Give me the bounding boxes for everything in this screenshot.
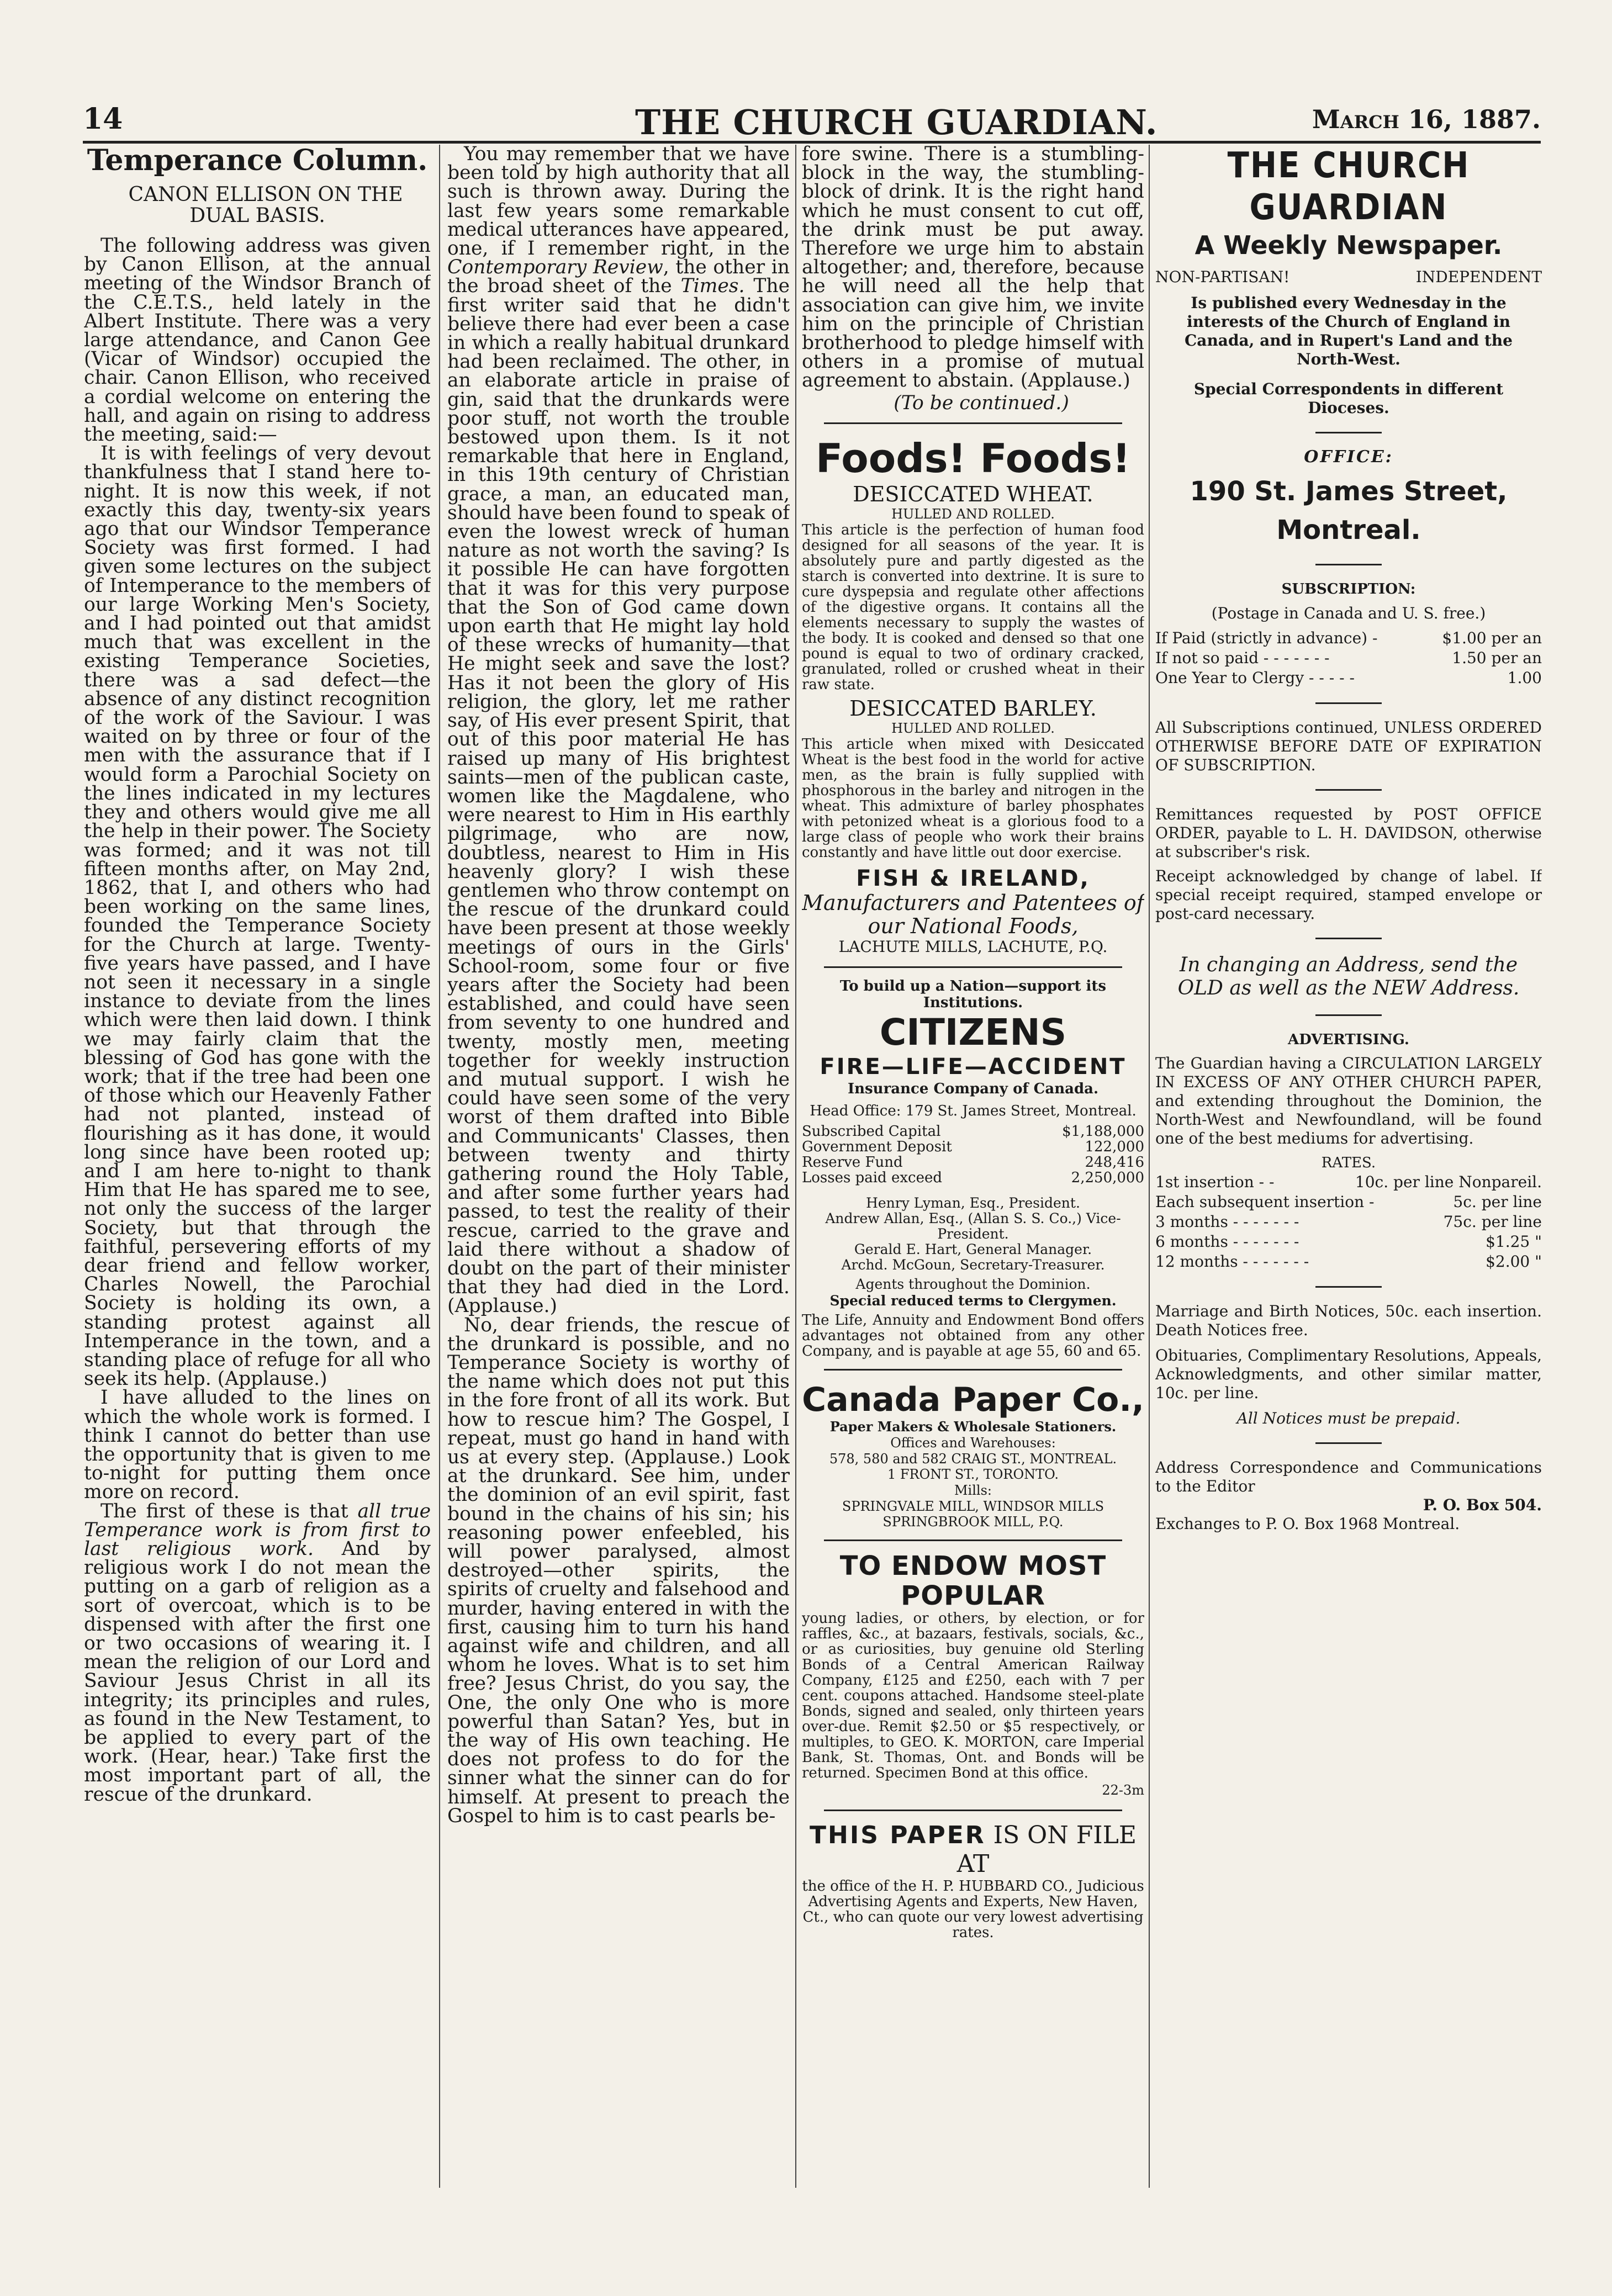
article-column-3 <box>802 145 1144 2260</box>
hubbard-advertisement: THIS PAPER IS ON FILE AT the office of the H. P. HUBBARD CO., Judicious Advertising Agents and Experts, New Haven, Ct., who can quote our very lowest advertising rates. <box>802 1821 1144 1941</box>
finance-row: Subscribed Capital $1,188,000 <box>802 1123 1144 1140</box>
nonpartisan-label: NON-PARTISAN! <box>1155 268 1290 286</box>
citizens-title: CITIZENS <box>879 1011 1067 1054</box>
advertising-rate-row: 1st insertion - - 10c. per line Nonpareil. <box>1155 1172 1542 1191</box>
changing-address: In changing an Address, send the OLD as well as the NEW Address. <box>1177 954 1520 1000</box>
finance-row: Losses paid exceed 2,250,000 <box>802 1170 1144 1187</box>
article-paragraph: I have alluded to the lines on which the whole work is formed. I think I cannot do better than use the opportunity that is given to me to-night for putting them once more on record. <box>84 1387 431 1504</box>
newspaper-title: THE CHURCH GUARDIAN. <box>635 102 1158 142</box>
column-rule <box>795 145 796 2188</box>
article-paragraph: You may remember that we have been told by high authority that all such is thrown away. During the last few years some remarkable medical utterances have appeared, one, if I remember right, in the Contemporary Review, the other in the broad sheet of the Times. The first writer said that he didn't believe there had ever been a case in which a really habitual drunkard had been reclaimed. The other, in an elaborate article in praise of gin, said that the drunkards were poor stuff, not worth the trouble bestowed upon them. Is it not remarkable that here in England, in this 19th century of Christian grace, a man, an educated man, should have been found to speak of even the lowest wreck of human nature as not worth the saving? Is it possible He can have forgotten that it was for this very purpose that the Son of God came down upon earth that He might lay hold of these wrecks of humanity—that He might seek and save the lost? Has it not been the glory of His religion, the glory, let me rather say, of His ever present Spirit, that out of this poor material He has raised up many of His brightest saints—men of the publican caste, women like the Magdalene, who were nearest to Him in His earthly pilgrimage, who are now, doubtless, nearest to Him in His heavenly glory? I wish these gentlemen who throw contempt on the rescue of the drunkard could have been present at those weekly meetings of ours in the Girls' School-room, some four or five years after the Society had been established, and could have seen from seventy to one hundred and twenty, mostly men, meeting together for weekly instruction and mutual support. I wish he could have seen some of the very worst of them drafted into Bible and Communicants' Classes, then between twenty and thirty gathering round the Holy Table, and after some further years had passed, to test the reality of their rescue, carried to the grave and laid there without a shadow of doubt on the part of their minister that they had died in the Lord. (Applause.) <box>447 145 790 1318</box>
advertising-rate-row: Each subsequent insertion - 5c. per line <box>1155 1192 1542 1211</box>
masthead <box>83 102 1541 144</box>
financial-table <box>802 1124 1144 1186</box>
subscription-rate-row: One Year to Clergy - - - - - 1.00 <box>1155 669 1542 687</box>
page-number: 14 <box>83 102 123 136</box>
independent-label: INDEPENDENT <box>1415 268 1542 286</box>
foods-advertisement: Foods! Foods! DESICCATED WHEAT. HULLED AND ROLLED. This article is the perfection of human food designed for all seasons of the year. It is absolutely pure and partly digested as the starch is converted into dextrine. It is sure to cure dyspepsia and regulate other affections of the digestive organs. It contains all the elements necessary to supply the wastes of the body. It is cooked and densed so that one pound is equal to two of ordinary cracked, granulated, rolled or crushed wheat in their raw state. DESICCATED BARLEY. HULLED AND ROLLED. This article when mixed with Desiccated Wheat is the best food in the world for active men, as the brain is fully supplied with phosphorous in the barley and nitrogen in the wheat. This admixture of barley phosphates with petonized wheat is a glorious food to a large class of people who work their brains constantly and have little out door exercise. FISH & IRELAND, Manufacturers and Patentees of our National Foods, LACHUTE MILLS, LACHUTE, P.Q. <box>802 435 1144 956</box>
issue-date: March 16, 1887. <box>1312 104 1541 134</box>
subscription-rate-row: If not so paid - - - - - - - 1.50 per an <box>1155 649 1542 668</box>
to-be-continued: (To be continued.) <box>894 392 1069 414</box>
publisher-column: THE CHURCH GUARDIAN A Weekly Newspaper. NON-PARTISAN! INDEPENDENT Is published every Wednesday in the interests of the Church of England in Canada, and in Rupert's Land and the North-West. Special Correspondents in different Dioceses. OFFICE: 190 St. James Street, Montreal. SUBSCRIPTION: (Postage in Canada and U. S. free.) If Paid (strictly in advance) - $1.00 per an If not so paid - - - - - - - 1.50 per an One Year to Clergy - - - - - 1.00 All Subscriptions continued, UNLESS ORDERED OTHERWISE BEFORE DATE OF EXPIRATION OF SUBSCRIPTION. Remittances requested by POST OFFICE ORDER, payable to L. H. DAVIDSON, otherwise at subscriber's risk. Receipt acknowledged by change of label. If special receipt required, stamped envelope or post-card necessary. In changing an Address, send the OLD as well as the NEW Address. ADVERTISING. The Guardian having a CIRCULATION LARGELY IN EXCESS OF ANY OTHER CHURCH PAPER, and extending throughout the Dominion, the North-West and Newfoundland, will be found one of the best mediums for advertising. RATES. 1st insertion - - 10c. per line Nonpareil. Each subsequent insertion - 5c. per line 3 months - - - - - - - 75c. per line 6 months - - - - - - - $1.25 " 12 months - - - - - - - $2.00 " Marriage and Birth Notices, 50c. each insertion. Death Notices free. Obituaries, Complimentary Resolutions, Appeals, Acknowledgments, and other similar matter, 10c. per line. All Notices must be prepaid. Address Correspondence and Communications to the Editor P. O. Box 504. Exchanges to P. O. Box 1968 Montreal. <box>1155 145 1542 1533</box>
endow-advertisement: TO ENDOW MOST POPULAR young ladies, or others, by election, or for raffles, &c., at bazaars, festivals, socials, &c., or as curiosities, buy genuine old Sterling Bonds of a Central American Railway Company, £125 and £250, each with 7 per cent. coupons attached. Handsome steel-plate Bonds, signed and sealed, only thirteen years over-due. Remit $2.50 or $5 respectively, or multiples, to GEO. K. MORTON, care Imperial Bank, St. Thomas, Ont. and Bonds will be returned. Specimen Bond at this office. 22-3m <box>802 1551 1144 1798</box>
finance-row: Reserve Fund 248,416 <box>802 1154 1144 1171</box>
column-rule <box>1149 145 1150 2188</box>
column-rule <box>439 145 440 2188</box>
weekly-newspaper: A Weekly Newspaper. <box>1195 230 1503 260</box>
canada-paper-title: Canada Paper Co., <box>802 1380 1144 1420</box>
section-heading: Temperance Column. <box>87 145 428 177</box>
subscription-rate-row: If Paid (strictly in advance) - $1.00 per an <box>1155 629 1542 648</box>
article-paragraph: The first of these is that all true Temperance work is from first to last religious work. And by religious work I do not mean the putting on a garb of religion as a sort of overcoat, which is to be dispensed with after the first one or two occasions of wearing it. I mean the religion of our Lord and Saviour Jesus Christ in all its integrity; its principles and rules, as found in the New Testament, to be applied to every part of the work. (Hear, hear.) Take first the most important part of all, the rescue of the drunkard. <box>84 1500 431 1806</box>
foods-title: Foods! Foods! <box>816 435 1130 482</box>
brand-title: THE CHURCH GUARDIAN <box>1227 145 1470 228</box>
canada-paper-advertisement: Canada Paper Co., Paper Makers & Wholesale Stationers. Offices and Warehouses: 578, 580 and 582 CRAIG ST., MONTREAL. 1 FRONT ST., TORONTO. Mills: SPRINGVALE MILL, WINDSOR MILLS SPRINGBROOK MILL, P.Q. <box>802 1380 1144 1530</box>
office-address: 190 St. James Street, Montreal. <box>1190 476 1508 546</box>
citizens-advertisement: To build up a Nation—support its Institutions. CITIZENS FIRE—LIFE—ACCIDENT Insurance Company of Canada. Head Office: 179 St. James Street, Montreal. Subscribed Capital $1,188,000 Government Deposit 122,000 Reserve Fund 248,416 Losses paid exceed 2,250,000 Henry Lyman, Esq., President. Andrew Allan, Esq., (Allan S. S. Co.,) Vice-President. Gerald E. Hart, General Manager. Archd. McGoun, Secretary-Treasurer. Agents throughout the Dominion. Special reduced terms to Clergymen. The Life, Annuity and Endowment Bond offers advantages not obtained from any other Company, and is payable at age 55, 60 and 65. <box>802 978 1144 1360</box>
finance-row: Government Deposit 122,000 <box>802 1139 1144 1156</box>
article-column-2 <box>447 145 790 2260</box>
advertising-rate-row: 12 months - - - - - - - $2.00 " <box>1155 1252 1542 1271</box>
advertising-rate-row: 6 months - - - - - - - $1.25 " <box>1155 1232 1542 1251</box>
article-paragraph: It is with feelings of very devout thankfulness that I stand here to-night. It is now this week, if not exactly this day, twenty-six years ago that our Windsor Temperance Society was first formed. I had given some lectures on the subject of Intemperance to the members of our large Working Men's Society, and I had pointed out that amidst much that was excellent in the existing Temperance Societies, there was a sad defect—the absence of any distinct recognition of the work of the Saviour. I was waited on by three or four of the men with the assurance that if I would form a Parochial Society on the lines indicated in my lectures they and others would give me all the help in their power. The Society was formed; and it was not till fifteen months after, on May 2nd, 1862, that I, and others who had been working on the same lines, founded the Temperance Society for the Church at large. Twenty-five years have passed, and I have not seen it necessary in a single instance to deviate from the lines which were then laid down. I think we may fairly claim that the blessing of God has gone with the work; that if the tree had been one of those which our Heavenly Father had not planted, instead of flourishing as it has done, it would long since have been rooted up; and I am here to-night to thank Him that He has spared me to see, not only the success of the larger Society, but that through the faithful, persevering efforts of my dear friend and fellow worker, Charles Nowell, the Parochial Society is holding its own, a standing protest against all Intemperance in the town, and a standing place of refuge for all who seek its help. (Applause.) <box>84 442 431 1390</box>
article-paragraph: fore swine. There is a stumbling-block in the way, the stumbling-block of drink. It is the right hand which he must consent to cut off, the drink must be put away. Therefore we urge him to abstain altogether; and, therefore, because he will need all the help that association can give him, we invite him on the principle of Christian brotherhood to pledge himself with others in a promise of mutual agreement to abstain. (Applause.) <box>802 145 1144 392</box>
article-paragraph: No, dear friends, the rescue of the drunkard is possible, and no Temperance Society is worthy of the name which does not put this in the fore front of all its work. But how to rescue him? The Gospel, I repeat, must go hand in hand with us at every step. (Applause.) Look at the drunkard. See him, under the dominion of an evil spirit, fast bound in the chains of his sin; his reasoning power enfeebled, his will power paralysed, almost destroyed—other spirits, the spirits of cruelty and falsehood and murder, having entered in with the first, causing him to turn his hand against wife and children, and all whom he loves. What is to set him free? Jesus Christ, do you say, the One, the only One who is more powerful than Satan? Yes, but in the way of His own teaching. He does not profess to do for the sinner what the sinner can do for himself. At present to preach the Gospel to him is to cast pearls be- <box>447 1314 790 1827</box>
article-heading: CANON ELLISON ON THE DUAL BASIS. <box>128 183 403 227</box>
advertising-rates <box>1155 1172 1542 1272</box>
article-paragraph: The following address was given by Canon Ellison, at the annual meeting of the Windsor Branch of the C.E.T.S., held lately in the Albert Institute. There was a very large attendance, and Canon Gee (Vicar of Windsor) occupied the chair. Canon Ellison, who received a cordial welcome on entering the hall, and again on rising to address the meeting, said:— <box>84 235 431 446</box>
subscription-rates <box>1155 628 1542 688</box>
article-column-1 <box>84 145 431 2260</box>
advertising-rate-row: 3 months - - - - - - - 75c. per line <box>1155 1212 1542 1231</box>
